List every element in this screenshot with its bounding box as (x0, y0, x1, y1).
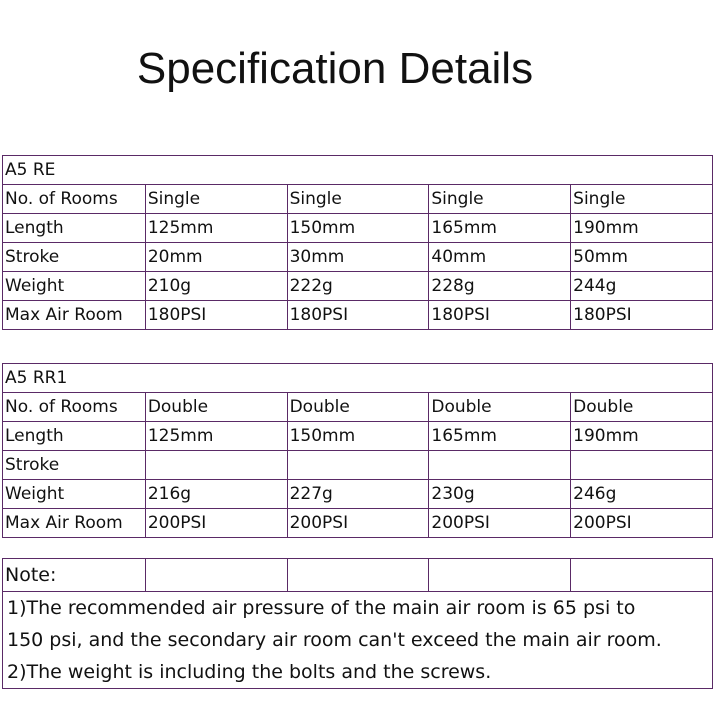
row-label: Max Air Room (3, 509, 146, 538)
table-cell: 230g (429, 480, 571, 509)
table-cell: Double (287, 393, 429, 422)
table-cell: 125mm (145, 422, 287, 451)
table-cell: Single (429, 185, 571, 214)
table-cell: 200PSI (429, 509, 571, 538)
note-text (3, 592, 713, 689)
table-cell: 190mm (571, 214, 713, 243)
table-cell: 210g (145, 272, 287, 301)
note-label: Note: (3, 559, 146, 592)
model-name: A5 RR1 (3, 364, 713, 393)
note-table (2, 558, 713, 689)
table-cell: 228g (429, 272, 571, 301)
table-cell: 125mm (145, 214, 287, 243)
table-header-row (3, 364, 713, 393)
table-cell (571, 559, 713, 592)
row-label: Max Air Room (3, 301, 146, 330)
spec-table-a5-re (2, 155, 713, 330)
table-row (3, 243, 713, 272)
note-line: 2)The weight is including the bolts and the screws. (7, 661, 492, 683)
table-cell (287, 451, 429, 480)
row-label: Length (3, 422, 146, 451)
row-label: Weight (3, 272, 146, 301)
table-cell: 222g (287, 272, 429, 301)
table-cell: 180PSI (287, 301, 429, 330)
note-line: 1)The recommended air pressure of the main air room is 65 psi to (7, 597, 636, 619)
table-cell: Double (429, 393, 571, 422)
table-cell: 246g (571, 480, 713, 509)
table-cell: Double (571, 393, 713, 422)
page-title: Specification Details (136, 44, 534, 93)
table-cell: 244g (571, 272, 713, 301)
table-row (3, 185, 713, 214)
table-row (3, 451, 713, 480)
table-cell: 227g (287, 480, 429, 509)
table-cell: Single (145, 185, 287, 214)
table-cell: 165mm (429, 214, 571, 243)
table-row (3, 272, 713, 301)
model-name: A5 RE (3, 156, 713, 185)
table-cell (287, 559, 429, 592)
table-cell: 190mm (571, 422, 713, 451)
table-row (3, 480, 713, 509)
table-cell (571, 451, 713, 480)
table-row (3, 214, 713, 243)
table-cell: 200PSI (145, 509, 287, 538)
row-label: Stroke (3, 243, 146, 272)
table-cell: 40mm (429, 243, 571, 272)
table-cell: Single (287, 185, 429, 214)
table-cell: 150mm (287, 214, 429, 243)
table-cell: 180PSI (429, 301, 571, 330)
table-cell (145, 451, 287, 480)
note-header-row (3, 559, 713, 592)
row-label: No. of Rooms (3, 393, 146, 422)
table-cell: 180PSI (571, 301, 713, 330)
note-body-row (3, 592, 713, 689)
table-cell: 50mm (571, 243, 713, 272)
table-row (3, 301, 713, 330)
table-cell: 200PSI (287, 509, 429, 538)
row-label: Weight (3, 480, 146, 509)
table-cell (429, 451, 571, 480)
table-cell: 165mm (429, 422, 571, 451)
spec-table-a5-rr1 (2, 363, 713, 538)
table-cell: 180PSI (145, 301, 287, 330)
table-row (3, 422, 713, 451)
table-cell: 150mm (287, 422, 429, 451)
table-cell (429, 559, 571, 592)
row-label: No. of Rooms (3, 185, 146, 214)
table-header-row (3, 156, 713, 185)
table-cell (145, 559, 287, 592)
row-label: Stroke (3, 451, 146, 480)
table-cell: Single (571, 185, 713, 214)
table-row (3, 393, 713, 422)
table-cell: 216g (145, 480, 287, 509)
table-cell: 30mm (287, 243, 429, 272)
table-cell: Double (145, 393, 287, 422)
table-cell: 20mm (145, 243, 287, 272)
table-cell: 200PSI (571, 509, 713, 538)
row-label: Length (3, 214, 146, 243)
table-row (3, 509, 713, 538)
note-line: 150 psi, and the secondary air room can't exceed the main air room. (7, 629, 662, 651)
